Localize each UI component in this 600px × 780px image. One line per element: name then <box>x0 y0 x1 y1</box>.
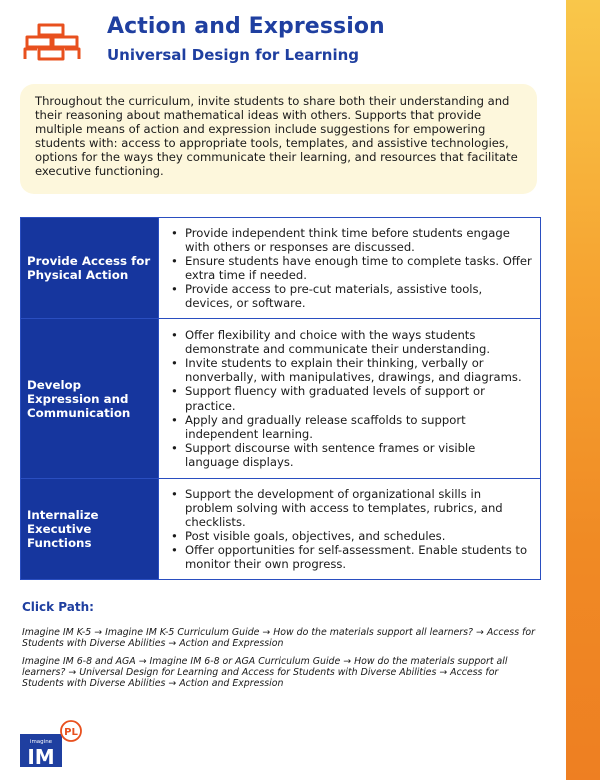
row-heading: Provide Access for Physical Action <box>21 218 159 319</box>
table-row <box>21 479 541 580</box>
brick-wall-icon <box>22 22 82 64</box>
list-item: • Apply and gradually release scaffolds to support independent learning. <box>169 413 532 441</box>
intro-box <box>20 84 537 194</box>
list-item: • Offer flexibility and choice with the ways students demonstrate and communicate their understanding. <box>169 328 532 356</box>
row-heading: Internalize Executive Functions <box>21 479 159 580</box>
list-item: • Ensure students have enough time to complete tasks. Offer extra time if needed. <box>169 254 532 282</box>
page-title: Action and Expression <box>107 14 385 39</box>
row-items <box>159 479 541 580</box>
logo-word: imagine <box>29 739 53 745</box>
logo-badge: PL <box>64 727 78 738</box>
row-items <box>159 218 541 319</box>
list-item: • Support the development of organizational skills in problem solving with access to templates, rubrics, and checklists. <box>169 487 532 529</box>
table-row <box>21 218 541 319</box>
list-item: • Support fluency with graduated levels of support or practice. <box>169 384 532 412</box>
list-item: • Post visible goals, objectives, and schedules. <box>169 529 532 543</box>
intro-text: Throughout the curriculum, invite students to share both their understanding and their reasoning about mathematical ideas with others. Supports that provide multiple means of action and expression include suggestions for empowering students with: access to appropriate tools, templates, and assistive technologies, options for the ways they communicate their learning, and resources that facilitate executive functioning. <box>35 94 518 178</box>
list-item: • Provide access to pre-cut materials, assistive tools, devices, or software. <box>169 282 532 310</box>
list-item: • Provide independent think time before students engage with others or responses are discussed. <box>169 226 532 254</box>
row-heading: Develop Expression and Communication <box>21 319 159 479</box>
click-path-k5: Imagine IM K-5 → Imagine IM K-5 Curriculum Guide → How do the materials support all learners? → Access for Students with Diverse Abilities → Action and Expression <box>22 627 535 649</box>
list-item: • Offer opportunities for self-assessment. Enable students to monitor their own progress. <box>169 543 532 571</box>
click-path-heading: Click Path: <box>22 600 94 614</box>
imagine-im-logo <box>19 718 99 768</box>
row-items <box>159 319 541 479</box>
list-item: • Invite students to explain their thinking, verbally or nonverbally, with manipulatives, drawings, and diagrams. <box>169 356 532 384</box>
logo-mark: IM <box>27 745 55 768</box>
table-row <box>21 319 541 479</box>
click-path-6-8-aga: Imagine IM 6-8 and AGA → Imagine IM 6-8 or AGA Curriculum Guide → How do the materials support all learners? → Universal Design for Learning and Access for Students with Diverse Abilities → Access for Students with Diverse Abilities → Action and Expression <box>22 656 508 689</box>
decorative-side-bar <box>566 0 600 780</box>
page-subtitle: Universal Design for Learning <box>107 46 360 64</box>
list-item: • Support discourse with sentence frames or visible language displays. <box>169 441 532 469</box>
supports-table <box>20 217 541 580</box>
